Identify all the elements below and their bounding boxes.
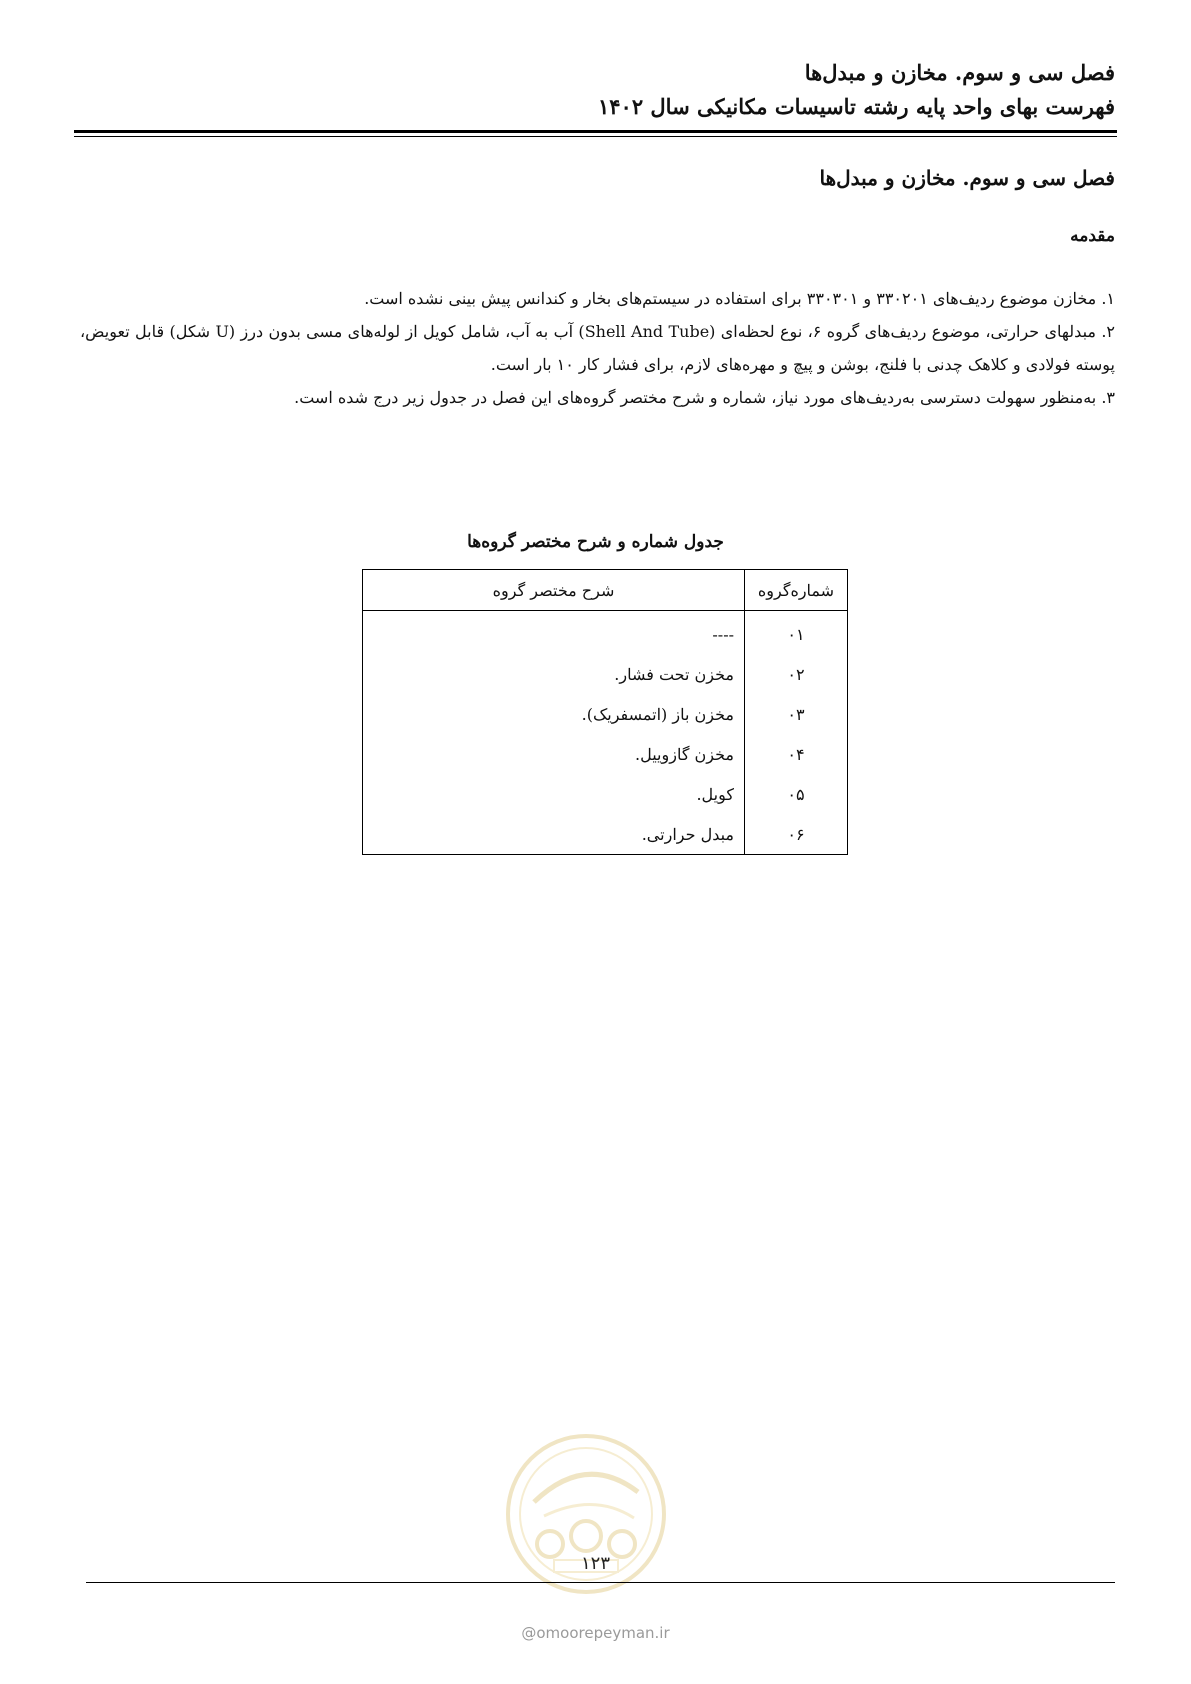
group-description-cell: کویل. xyxy=(363,774,745,814)
group-number-cell: ۰۲ xyxy=(745,654,848,694)
header-rule-thin xyxy=(74,136,1117,137)
group-number-cell: ۰۵ xyxy=(745,774,848,814)
group-description-cell: مبدل حرارتی. xyxy=(363,814,745,855)
group-description-cell: مخزن گازوییل. xyxy=(363,734,745,774)
header-rule-thick xyxy=(74,130,1117,133)
table-row xyxy=(363,611,848,655)
page-header xyxy=(76,56,1115,124)
intro-paragraph-3: ۳. به‌منظور سهولت دسترسی به‌ردیف‌های مورد نیاز، شماره و شرح مختصر گروه‌های این فصل در جدول زیر درج شده است. xyxy=(294,388,1115,407)
table-row xyxy=(363,774,848,814)
header-group-number: شماره‌گروه xyxy=(745,570,848,611)
table-row xyxy=(363,694,848,734)
intro-paragraph-2: ۲. مبدلهای حرارتی، موضوع ردیف‌های گروه ۶، نوع لحظه‌ای (Shell And Tube) آب به آب، شامل کویل از لوله‌های مسی بدون درز (U شکل) قابل تعویض، پوسته فولادی و کلاهک چدنی با فلنج، بوشن و پیچ و مهره‌های لازم، برای فشار کار ۱۰ بار است. xyxy=(80,322,1116,374)
group-number-cell: ۰۱ xyxy=(745,611,848,655)
page-number: ۱۲۳ xyxy=(580,1553,610,1574)
table-row xyxy=(363,654,848,694)
table-row xyxy=(363,814,848,855)
group-number-cell: ۰۳ xyxy=(745,694,848,734)
group-description-cell: مخزن باز (اتمسفریک). xyxy=(363,694,745,734)
group-number-cell: ۰۶ xyxy=(745,814,848,855)
group-table xyxy=(362,569,848,855)
intro-paragraph-1: ۱. مخازن موضوع ردیف‌های ۳۳۰۲۰۱ و ۳۳۰۳۰۱ برای استفاده در سیستم‌های بخار و کندانس پیش بینی نشده است. xyxy=(364,289,1115,308)
group-description-cell: مخزن تحت فشار. xyxy=(363,654,745,694)
table-row xyxy=(363,734,848,774)
intro-heading: مقدمه xyxy=(1070,226,1115,246)
group-number-cell: ۰۴ xyxy=(745,734,848,774)
footer-rule xyxy=(86,1582,1115,1583)
header-chapter-line: فصل سی و سوم. مخازن و مبدل‌ها xyxy=(804,60,1115,85)
group-description-cell: ---- xyxy=(363,611,745,655)
header-document-title: فهرست بهای واحد پایه رشته تاسیسات مکانیکی سال ۱۴۰۲ xyxy=(597,94,1115,119)
header-group-description: شرح مختصر گروه xyxy=(363,570,745,611)
chapter-title: فصل سی و سوم. مخازن و مبدل‌ها xyxy=(819,166,1115,190)
table-caption: جدول شماره و شرح مختصر گروه‌ها xyxy=(467,532,724,552)
footer-website: @omoorepeyman.ir xyxy=(521,1624,670,1642)
table-header-row xyxy=(363,570,848,611)
intro-body xyxy=(80,282,1115,414)
